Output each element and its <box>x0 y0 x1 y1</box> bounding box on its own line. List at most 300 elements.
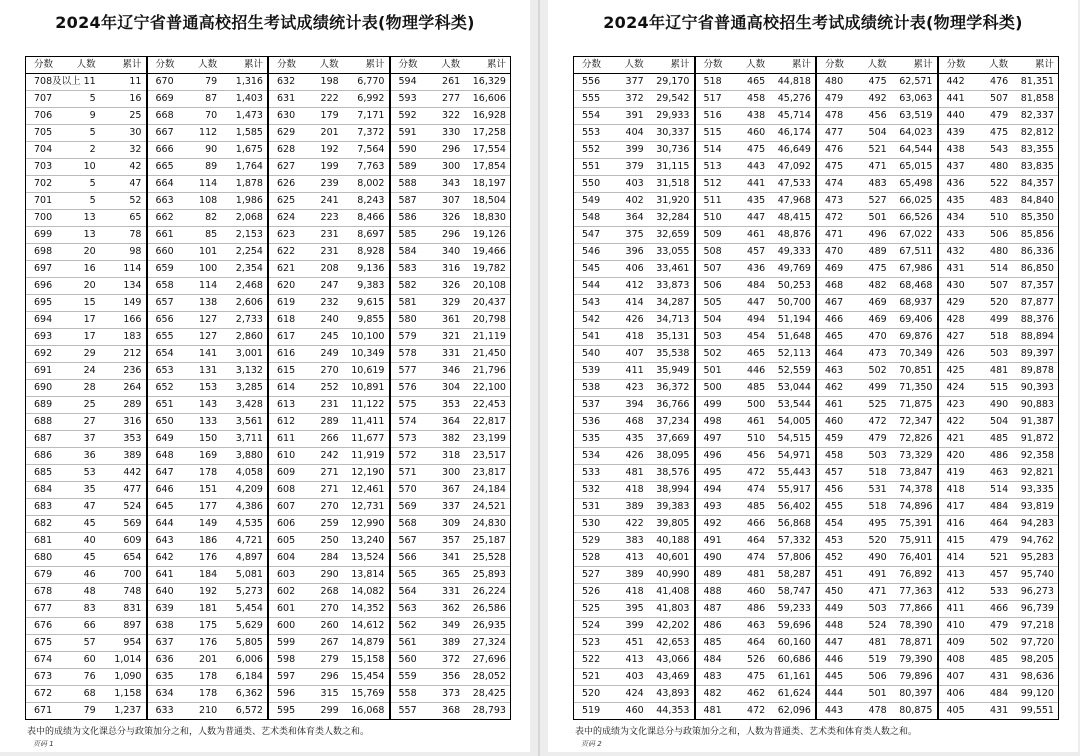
table-row <box>817 210 937 227</box>
count-cell: 504 <box>990 416 1009 428</box>
cumulative-cell: 33,055 <box>656 246 690 258</box>
table-row <box>696 550 816 567</box>
table-row <box>817 567 937 584</box>
cumulative-cell: 15,158 <box>351 654 385 666</box>
table-row <box>269 193 389 210</box>
count-cell: 201 <box>199 654 218 666</box>
score-cell: 459 <box>825 433 844 445</box>
cumulative-cell: 15,454 <box>351 671 385 683</box>
count-cell: 510 <box>747 433 766 445</box>
count-cell: 321 <box>442 331 461 343</box>
cumulative-cell: 7,763 <box>357 161 385 173</box>
cumulative-cell: 75,391 <box>899 518 933 530</box>
cumulative-cell: 88,376 <box>1020 314 1054 326</box>
score-cell: 557 <box>398 705 417 717</box>
table-row <box>817 431 937 448</box>
count-cell: 435 <box>625 433 644 445</box>
table-row <box>817 482 937 499</box>
score-cell: 666 <box>155 144 174 156</box>
table-row <box>148 669 268 686</box>
cumulative-cell: 49,769 <box>777 263 811 275</box>
count-cell: 307 <box>442 195 461 207</box>
cumulative-cell: 8,697 <box>357 229 385 241</box>
table-row <box>574 380 694 397</box>
score-cell: 525 <box>582 603 601 615</box>
count-cell: 330 <box>442 127 461 139</box>
count-cell: 252 <box>320 382 339 394</box>
score-cell: 582 <box>398 280 417 292</box>
table-row <box>817 244 937 261</box>
cumulative-cell: 3,428 <box>235 399 263 411</box>
cumulative-cell: 41,408 <box>656 586 690 598</box>
count-cell: 503 <box>990 348 1009 360</box>
table-row <box>269 567 389 584</box>
score-table <box>25 56 511 720</box>
table-row <box>26 227 146 244</box>
cumulative-cell: 62,571 <box>899 76 933 88</box>
count-cell: 462 <box>747 688 766 700</box>
score-cell: 452 <box>825 552 844 564</box>
score-cell: 610 <box>277 450 296 462</box>
count-cell: 17 <box>83 331 96 343</box>
table-row <box>574 550 694 567</box>
table-row <box>939 601 1059 618</box>
cumulative-cell: 63,519 <box>899 110 933 122</box>
cumulative-cell: 76,892 <box>899 569 933 581</box>
cumulative-cell: 5,081 <box>235 569 263 581</box>
count-cell: 53 <box>83 467 96 479</box>
score-cell: 573 <box>398 433 417 445</box>
cumulative-cell: 10,619 <box>351 365 385 377</box>
score-cell: 435 <box>946 195 965 207</box>
count-cell: 296 <box>442 144 461 156</box>
cumulative-cell: 609 <box>123 535 142 547</box>
table-row <box>148 686 268 703</box>
score-cell: 611 <box>277 433 296 445</box>
table-row <box>26 363 146 380</box>
cumulative-cell: 94,283 <box>1020 518 1054 530</box>
score-cell: 512 <box>703 178 722 190</box>
table-row <box>391 295 511 312</box>
score-cell: 524 <box>582 620 601 632</box>
count-cell: 259 <box>320 518 339 530</box>
cumulative-cell: 45,714 <box>777 110 811 122</box>
cumulative-cell: 34,713 <box>656 314 690 326</box>
cumulative-cell: 1,158 <box>114 688 142 700</box>
count-cell: 112 <box>199 127 218 139</box>
cumulative-cell: 18,197 <box>472 178 506 190</box>
cumulative-cell: 1,473 <box>235 110 263 122</box>
count-cell: 458 <box>747 93 766 105</box>
cumulative-cell: 49,333 <box>777 246 811 258</box>
table-row <box>574 142 694 159</box>
score-cell: 526 <box>582 586 601 598</box>
cumulative-cell: 99,551 <box>1020 705 1054 717</box>
cumulative-cell: 28,425 <box>472 688 506 700</box>
table-row <box>696 635 816 652</box>
count-cell: 472 <box>747 467 766 479</box>
count-cell: 480 <box>990 161 1009 173</box>
table-row <box>574 227 694 244</box>
cumulative-cell: 1,878 <box>235 178 263 190</box>
table-row <box>574 635 694 652</box>
table-row <box>269 584 389 601</box>
score-cell: 536 <box>582 416 601 428</box>
table-row <box>26 380 146 397</box>
score-cell: 560 <box>398 654 417 666</box>
cumulative-cell: 70,349 <box>899 348 933 360</box>
table-header-row <box>939 57 1059 74</box>
score-cell: 413 <box>946 569 965 581</box>
cumulative-cell: 67,986 <box>899 263 933 275</box>
cumulative-cell: 4,897 <box>235 552 263 564</box>
count-cell: 406 <box>625 263 644 275</box>
table-row <box>696 669 816 686</box>
score-cell: 409 <box>946 637 965 649</box>
score-cell: 482 <box>703 688 722 700</box>
cumulative-cell: 212 <box>123 348 142 360</box>
count-cell: 490 <box>868 552 887 564</box>
count-cell: 491 <box>868 569 887 581</box>
count-cell: 489 <box>868 246 887 258</box>
cumulative-cell: 46,174 <box>777 127 811 139</box>
table-row <box>26 108 146 125</box>
count-cell: 507 <box>990 280 1009 292</box>
count-cell: 25 <box>83 399 96 411</box>
table-row <box>26 193 146 210</box>
table-row <box>391 142 511 159</box>
count-cell: 153 <box>199 382 218 394</box>
score-cell: 467 <box>825 297 844 309</box>
count-cell: 485 <box>747 501 766 513</box>
score-cell: 443 <box>825 705 844 717</box>
cumulative-cell: 82,337 <box>1020 110 1054 122</box>
count-cell: 472 <box>868 416 887 428</box>
table-row <box>939 380 1059 397</box>
count-cell: 239 <box>320 178 339 190</box>
score-cell: 671 <box>34 705 53 717</box>
score-cell: 493 <box>703 501 722 513</box>
cumulative-cell: 54,515 <box>777 433 811 445</box>
score-cell: 635 <box>155 671 174 683</box>
score-cell: 416 <box>946 518 965 530</box>
cumulative-cell: 79,896 <box>899 671 933 683</box>
table-row <box>574 703 694 719</box>
count-cell: 394 <box>625 399 644 411</box>
score-cell: 460 <box>825 416 844 428</box>
cumulative-cell: 21,119 <box>472 331 506 343</box>
cumulative-cell: 11,411 <box>351 416 385 428</box>
count-cell: 468 <box>625 416 644 428</box>
count-cell: 20 <box>83 246 96 258</box>
cumulative-cell: 40,188 <box>656 535 690 547</box>
table-column-group <box>269 57 391 719</box>
cumulative-cell: 27,324 <box>472 637 506 649</box>
count-cell: 271 <box>320 484 339 496</box>
cumulative-cell: 30 <box>129 127 142 139</box>
table-row <box>391 703 511 719</box>
table-row <box>939 652 1059 669</box>
cumulative-cell: 34,287 <box>656 297 690 309</box>
cumulative-cell: 236 <box>123 365 142 377</box>
table-row <box>817 261 937 278</box>
table-row <box>26 652 146 669</box>
score-cell: 676 <box>34 620 53 632</box>
score-cell: 650 <box>155 416 174 428</box>
score-cell: 433 <box>946 229 965 241</box>
table-row <box>817 295 937 312</box>
score-cell: 700 <box>34 212 53 224</box>
count-cell: 527 <box>868 195 887 207</box>
score-cell: 623 <box>277 229 296 241</box>
score-cell: 550 <box>582 178 601 190</box>
table-row <box>939 431 1059 448</box>
score-cell: 585 <box>398 229 417 241</box>
score-cell: 558 <box>398 688 417 700</box>
table-column-group <box>148 57 270 719</box>
score-cell: 475 <box>825 161 844 173</box>
table-row <box>391 159 511 176</box>
count-cell: 340 <box>442 246 461 258</box>
score-cell: 554 <box>582 110 601 122</box>
table-row <box>939 686 1059 703</box>
cumulative-cell: 19,782 <box>472 263 506 275</box>
column-header: 累计 <box>243 59 263 71</box>
score-cell: 408 <box>946 654 965 666</box>
score-cell: 564 <box>398 586 417 598</box>
cumulative-cell: 4,209 <box>235 484 263 496</box>
score-cell: 504 <box>703 314 722 326</box>
table-row <box>26 159 146 176</box>
score-cell: 688 <box>34 416 53 428</box>
table-row <box>148 482 268 499</box>
count-cell: 456 <box>868 110 887 122</box>
score-cell: 606 <box>277 518 296 530</box>
count-cell: 503 <box>868 450 887 462</box>
count-cell: 471 <box>868 586 887 598</box>
count-cell: 496 <box>868 229 887 241</box>
table-row <box>391 193 511 210</box>
cumulative-cell: 96,273 <box>1020 586 1054 598</box>
cumulative-cell: 83,835 <box>1020 161 1054 173</box>
table-row <box>148 380 268 397</box>
score-cell: 421 <box>946 433 965 445</box>
cumulative-cell: 1,090 <box>114 671 142 683</box>
score-cell: 447 <box>825 637 844 649</box>
count-cell: 100 <box>199 263 218 275</box>
score-cell: 474 <box>825 178 844 190</box>
table-row <box>817 516 937 533</box>
count-cell: 318 <box>442 450 461 462</box>
count-cell: 466 <box>990 603 1009 615</box>
table-row <box>817 74 937 91</box>
table-row <box>574 346 694 363</box>
table-row <box>148 601 268 618</box>
cumulative-cell: 60,686 <box>777 654 811 666</box>
table-row <box>148 91 268 108</box>
score-cell: 568 <box>398 518 417 530</box>
column-header: 分数 <box>825 59 845 71</box>
table-row <box>574 431 694 448</box>
column-header: 人数 <box>746 59 766 71</box>
count-cell: 481 <box>625 467 644 479</box>
score-cell: 614 <box>277 382 296 394</box>
score-cell: 480 <box>825 76 844 88</box>
count-cell: 443 <box>747 161 766 173</box>
table-row <box>391 669 511 686</box>
score-cell: 603 <box>277 569 296 581</box>
count-cell: 475 <box>747 671 766 683</box>
cumulative-cell: 72,826 <box>899 433 933 445</box>
score-cell: 519 <box>582 705 601 717</box>
count-cell: 29 <box>83 348 96 360</box>
table-row <box>939 295 1059 312</box>
score-cell: 697 <box>34 263 53 275</box>
table-row <box>696 227 816 244</box>
count-cell: 475 <box>868 263 887 275</box>
table-row <box>817 193 937 210</box>
score-cell: 508 <box>703 246 722 258</box>
table-row <box>696 312 816 329</box>
cumulative-cell: 8,002 <box>357 178 385 190</box>
count-cell: 300 <box>442 161 461 173</box>
table-row <box>26 533 146 550</box>
cumulative-cell: 21,796 <box>472 365 506 377</box>
score-cell: 547 <box>582 229 601 241</box>
cumulative-cell: 114 <box>123 263 142 275</box>
score-cell: 660 <box>155 246 174 258</box>
score-cell: 485 <box>703 637 722 649</box>
cumulative-cell: 748 <box>123 586 142 598</box>
score-cell: 501 <box>703 365 722 377</box>
table-row <box>269 312 389 329</box>
table-row <box>696 618 816 635</box>
count-cell: 45 <box>83 552 96 564</box>
count-cell: 300 <box>442 467 461 479</box>
table-row <box>696 91 816 108</box>
table-row <box>574 312 694 329</box>
table-row <box>269 278 389 295</box>
score-table <box>573 56 1059 720</box>
count-cell: 45 <box>83 518 96 530</box>
table-header-row <box>148 57 268 74</box>
table-row <box>696 584 816 601</box>
count-cell: 469 <box>868 297 887 309</box>
count-cell: 499 <box>868 382 887 394</box>
table-row <box>939 329 1059 346</box>
table-row <box>269 108 389 125</box>
score-cell: 587 <box>398 195 417 207</box>
score-cell: 556 <box>582 76 601 88</box>
count-cell: 83 <box>83 603 96 615</box>
count-cell: 362 <box>442 603 461 615</box>
table-footnote: 表中的成绩为文化课总分与政策加分之和，人数为普通类、艺术类和体育类人数之和。 <box>27 727 370 737</box>
table-row <box>574 601 694 618</box>
cumulative-cell: 569 <box>123 518 142 530</box>
table-row <box>391 244 511 261</box>
count-cell: 499 <box>990 314 1009 326</box>
cumulative-cell: 1,585 <box>235 127 263 139</box>
score-cell: 705 <box>34 127 53 139</box>
table-row <box>574 567 694 584</box>
table-row <box>817 669 937 686</box>
count-cell: 475 <box>747 144 766 156</box>
table-row <box>939 125 1059 142</box>
cumulative-cell: 69,876 <box>899 331 933 343</box>
count-cell: 464 <box>990 518 1009 530</box>
table-row <box>696 125 816 142</box>
score-cell: 656 <box>155 314 174 326</box>
table-row <box>939 244 1059 261</box>
cumulative-cell: 8,466 <box>357 212 385 224</box>
cumulative-cell: 22,100 <box>472 382 506 394</box>
table-row <box>696 346 816 363</box>
table-row <box>26 601 146 618</box>
score-cell: 528 <box>582 552 601 564</box>
score-cell: 629 <box>277 127 296 139</box>
cumulative-cell: 26,935 <box>472 620 506 632</box>
table-row <box>817 448 937 465</box>
score-cell: 530 <box>582 518 601 530</box>
score-cell: 593 <box>398 93 417 105</box>
table-row <box>269 380 389 397</box>
table-header-row <box>269 57 389 74</box>
count-cell: 484 <box>747 280 766 292</box>
table-row <box>817 499 937 516</box>
score-cell: 567 <box>398 535 417 547</box>
score-cell: 577 <box>398 365 417 377</box>
score-cell: 411 <box>946 603 965 615</box>
score-cell: 571 <box>398 467 417 479</box>
score-cell: 422 <box>946 416 965 428</box>
score-cell: 590 <box>398 144 417 156</box>
cumulative-cell: 81,858 <box>1020 93 1054 105</box>
count-cell: 176 <box>199 552 218 564</box>
count-cell: 66 <box>83 620 96 632</box>
score-cell: 686 <box>34 450 53 462</box>
table-row <box>148 635 268 652</box>
table-row <box>148 567 268 584</box>
table-row <box>817 278 937 295</box>
score-cell: 559 <box>398 671 417 683</box>
cumulative-cell: 8,243 <box>357 195 385 207</box>
score-cell: 510 <box>703 212 722 224</box>
cumulative-cell: 32,284 <box>656 212 690 224</box>
score-cell: 440 <box>946 110 965 122</box>
table-row <box>26 703 146 719</box>
cumulative-cell: 14,612 <box>351 620 385 632</box>
cumulative-cell: 11 <box>129 76 142 88</box>
cumulative-cell: 77,363 <box>899 586 933 598</box>
score-cell: 462 <box>825 382 844 394</box>
cumulative-cell: 353 <box>123 433 142 445</box>
count-cell: 240 <box>320 314 339 326</box>
count-cell: 89 <box>205 161 218 173</box>
score-cell: 569 <box>398 501 417 513</box>
table-row <box>269 669 389 686</box>
score-cell: 513 <box>703 161 722 173</box>
table-row <box>391 108 511 125</box>
count-cell: 5 <box>89 178 96 190</box>
score-cell: 588 <box>398 178 417 190</box>
score-cell: 405 <box>946 705 965 717</box>
cumulative-cell: 44,818 <box>777 76 811 88</box>
table-row <box>817 176 937 193</box>
table-row <box>269 346 389 363</box>
score-cell: 682 <box>34 518 53 530</box>
cumulative-cell: 1,316 <box>235 76 263 88</box>
score-cell: 478 <box>825 110 844 122</box>
